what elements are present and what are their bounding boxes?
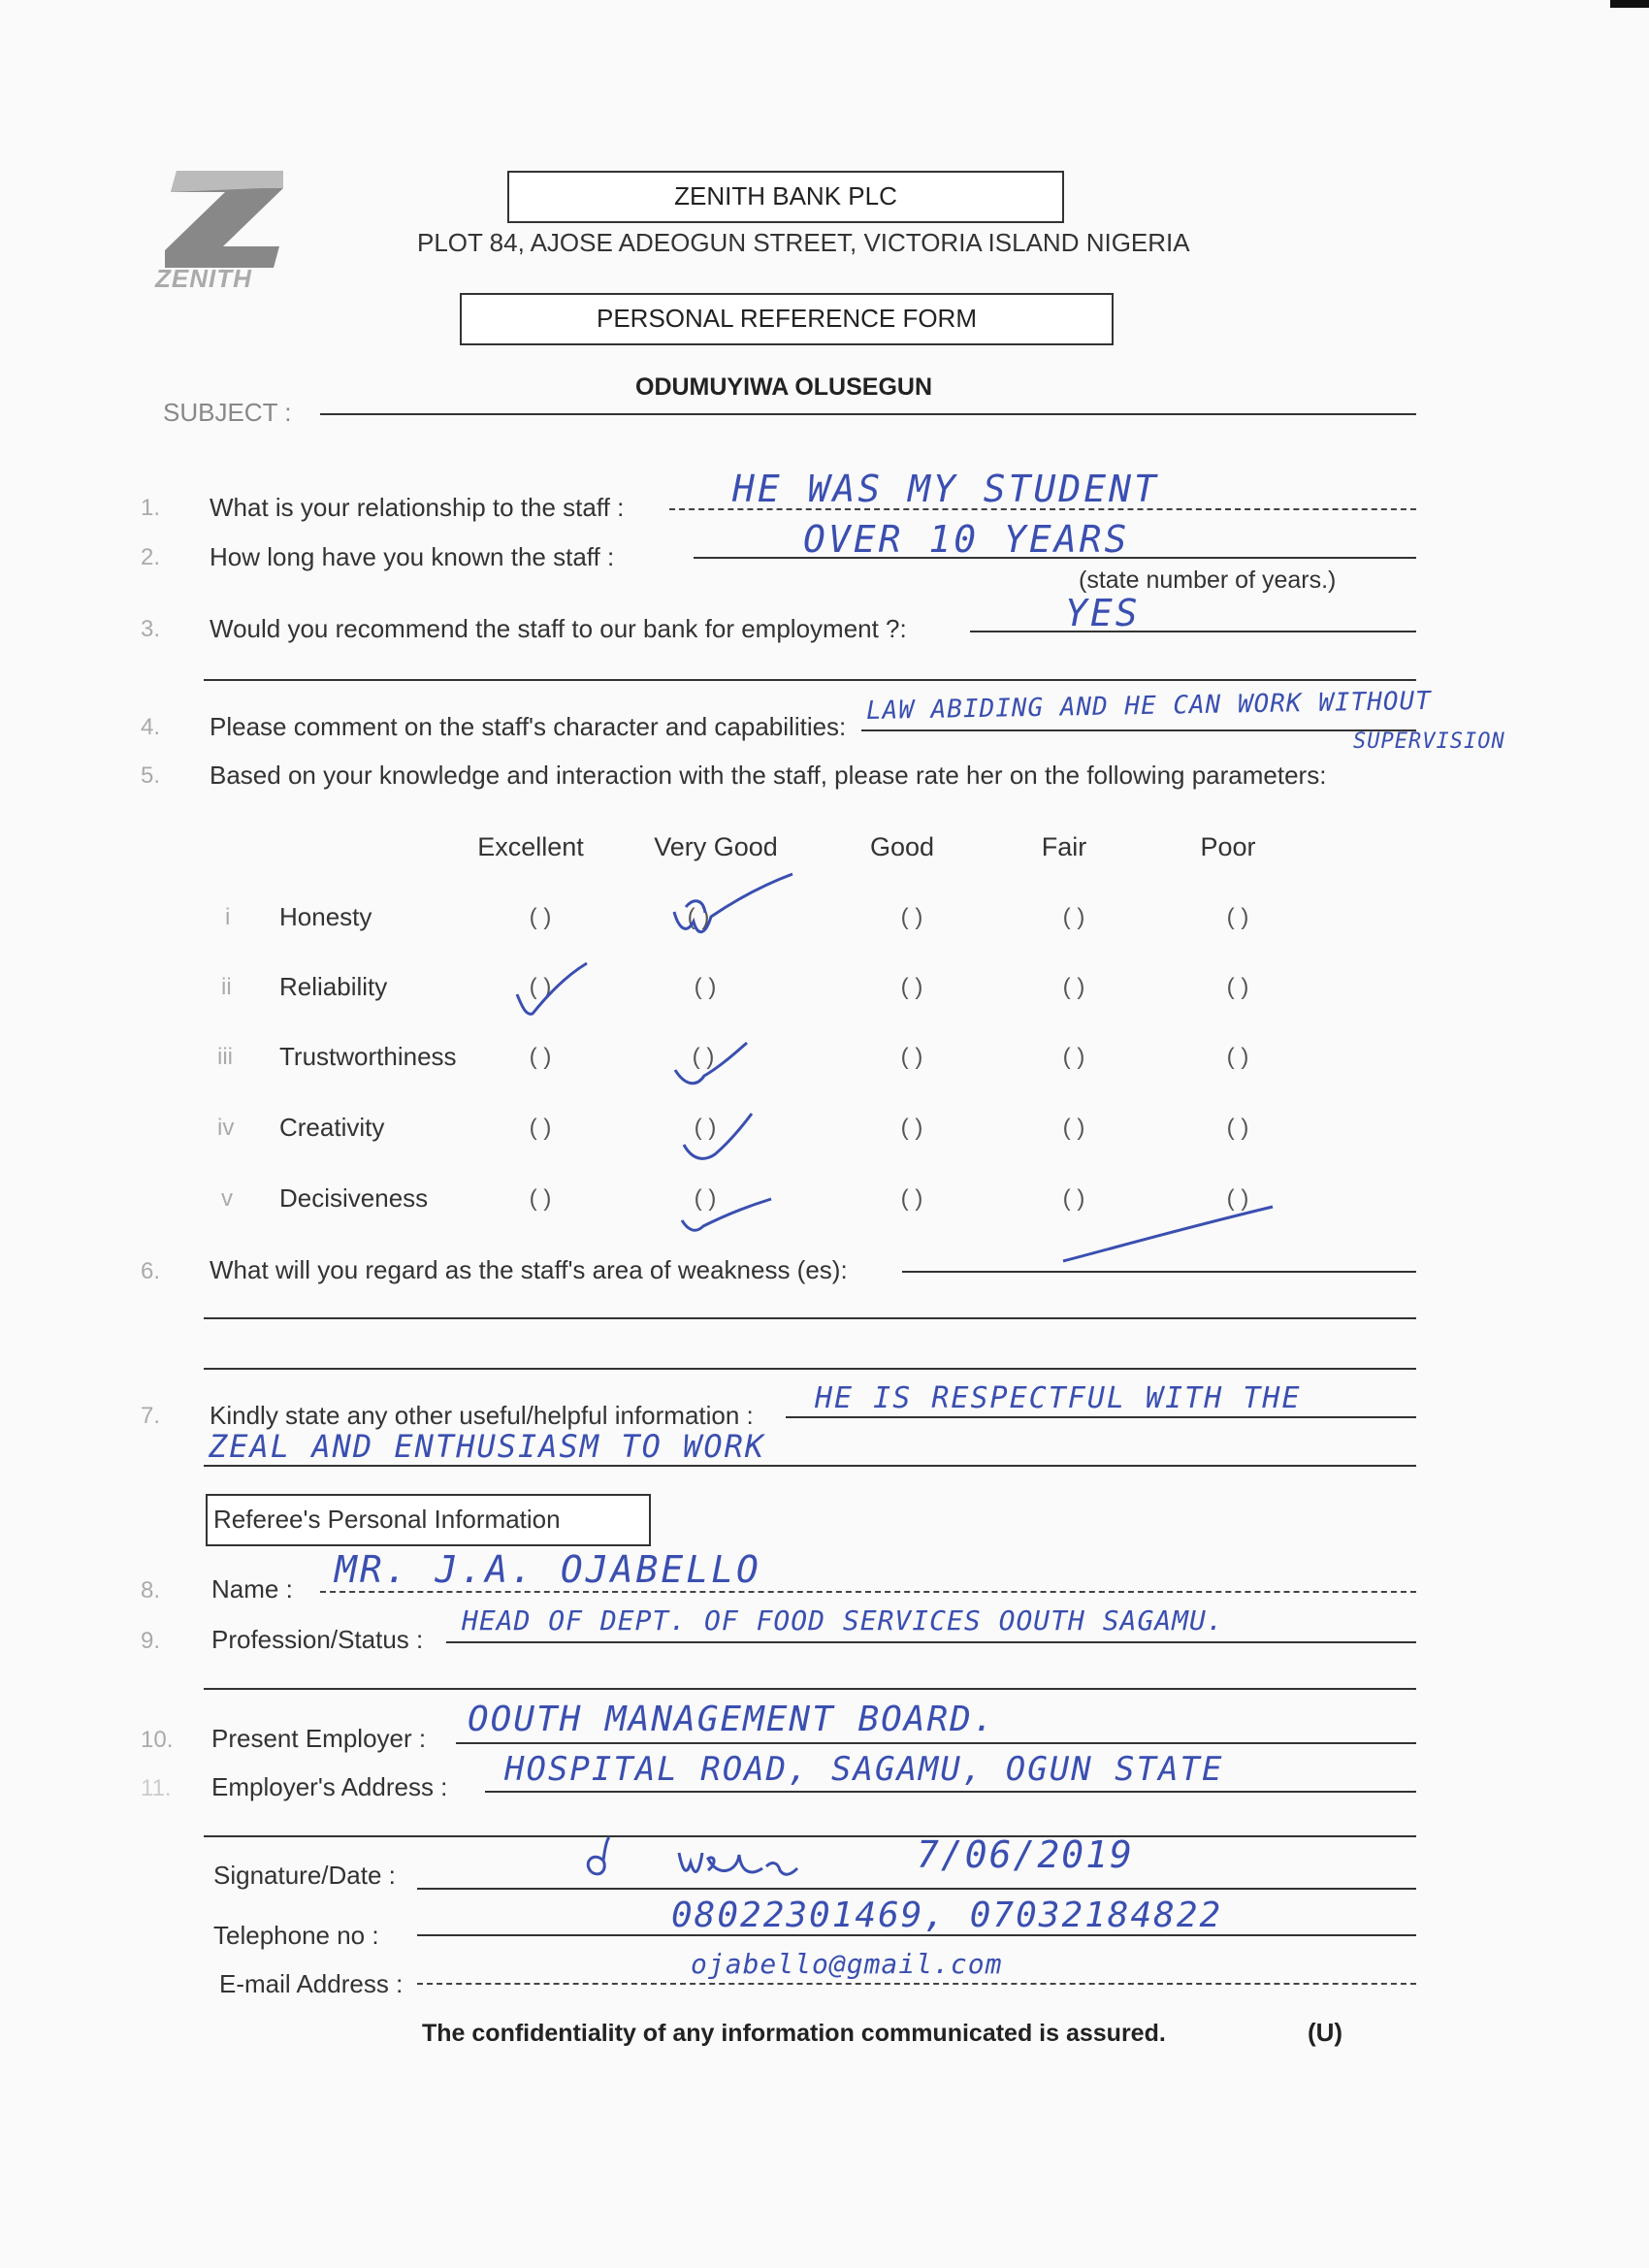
rating-option[interactable]: ( ) (692, 1044, 715, 1070)
subject-line (320, 413, 1416, 415)
form-code: (U) (1308, 2018, 1343, 2047)
q7-line-2 (204, 1465, 1416, 1467)
rating-option[interactable]: ( ) (694, 974, 717, 1000)
q6-line-3 (204, 1368, 1416, 1370)
q3-line (970, 631, 1416, 632)
rating-option[interactable]: ( ) (1062, 974, 1085, 1000)
q6-line-2 (204, 1317, 1416, 1319)
q4-answer: LAW ABIDING AND HE CAN WORK WITHOUT (865, 686, 1433, 726)
subject-label: SUBJECT : (163, 398, 292, 427)
rating-row-roman: iv (217, 1115, 235, 1141)
q4-number: 4. (141, 714, 161, 740)
q4-label: Please comment on the staff's character and capabilities: (210, 712, 847, 741)
q7-label: Kindly state any other useful/helpful information : (210, 1401, 754, 1430)
check-mark-icon (509, 956, 597, 1023)
rating-option[interactable]: ( ) (1062, 1185, 1085, 1212)
scan-mark (1610, 0, 1649, 8)
rating-row-roman: i (225, 904, 231, 930)
q3-label: Would you recommend the staff to our bank for employment ?: (210, 614, 907, 643)
q9-number: 9. (141, 1628, 161, 1654)
zenith-logo (155, 167, 291, 293)
form-title: PERSONAL REFERENCE FORM (597, 304, 977, 333)
q2-note: (state number of years.) (1079, 567, 1337, 594)
q7-answer: HE IS RESPECTFUL WITH THE (815, 1381, 1302, 1415)
q3-number: 3. (141, 616, 161, 642)
referee-section-box (206, 1494, 651, 1546)
q2-number: 2. (141, 544, 161, 570)
rating-option[interactable]: ( ) (529, 974, 552, 1000)
q7-answer-continued: ZEAL AND ENTHUSIASM TO WORK (209, 1428, 766, 1465)
q11-line (485, 1791, 1416, 1793)
rating-row-label-honesty: Honesty (279, 902, 372, 931)
q3-extra-line (204, 679, 1416, 681)
rating-option[interactable]: ( ) (1226, 974, 1249, 1000)
q6-number: 6. (141, 1258, 161, 1284)
rating-row-roman: v (221, 1185, 233, 1212)
telephone-value: 08022301469, 07032184822 (671, 1895, 1223, 1935)
strike-line-icon (1057, 1201, 1280, 1269)
rating-option[interactable]: ( ) (1226, 1185, 1249, 1212)
rating-option[interactable]: ( ) (900, 1115, 923, 1141)
rating-option[interactable]: ( ) (529, 904, 552, 930)
bank-address: PLOT 84, AJOSE ADEOGUN STREET, VICTORIA ISLAND NIGERIA (417, 228, 1190, 257)
q10-number: 10. (141, 1727, 174, 1753)
signature-line (417, 1888, 1416, 1890)
rating-row-roman: ii (221, 974, 232, 1000)
q9-line-2 (204, 1688, 1416, 1690)
referee-employer: OOUTH MANAGEMENT BOARD. (468, 1700, 996, 1739)
q1-answer: HE WAS MY STUDENT (732, 468, 1159, 510)
rating-row-label-trustworthiness: Trustworthiness (279, 1042, 457, 1071)
rating-option[interactable]: ( ) (900, 904, 923, 930)
check-mark-icon (664, 868, 800, 946)
q4-answer-continued: SUPERVISION (1353, 729, 1505, 754)
email-label: E-mail Address : (219, 1969, 404, 1998)
q8-line (320, 1591, 1416, 1593)
signature-label: Signature/Date : (213, 1861, 396, 1890)
rating-row-label-reliability: Reliability (279, 972, 388, 1001)
referee-section-title: Referee's Personal Information (213, 1505, 561, 1534)
bank-name: ZENITH BANK PLC (674, 181, 897, 211)
rating-option[interactable]: ( ) (1062, 1044, 1085, 1070)
q4-line (861, 729, 1416, 731)
email-value: ojabello@gmail.com (691, 1948, 1003, 1980)
subject-value: ODUMUYIWA OLUSEGUN (635, 373, 933, 401)
email-line (417, 1983, 1416, 1985)
rating-row-label-creativity: Creativity (279, 1113, 385, 1142)
signature-date: 7/06/2019 (917, 1833, 1134, 1876)
q5-number: 5. (141, 762, 161, 789)
rating-option[interactable]: ( ) (687, 904, 710, 930)
rating-option[interactable]: ( ) (694, 1115, 717, 1141)
telephone-label: Telephone no : (213, 1921, 379, 1950)
referee-profession: HEAD OF DEPT. OF FOOD SERVICES OOUTH SAGAMU. (462, 1604, 1224, 1636)
rating-option[interactable]: ( ) (900, 974, 923, 1000)
q6-line (902, 1271, 1416, 1273)
check-mark-icon (669, 1033, 757, 1091)
q11-label: Employer's Address : (211, 1772, 448, 1801)
q7-line (786, 1416, 1416, 1418)
rating-option[interactable]: ( ) (529, 1044, 552, 1070)
confidentiality-note: The confidentiality of any information communicated is assured. (422, 2020, 1166, 2047)
rating-option[interactable]: ( ) (1226, 904, 1249, 930)
rating-option[interactable]: ( ) (1226, 1044, 1249, 1070)
q8-number: 8. (141, 1577, 161, 1604)
rating-row-label-decisiveness: Decisiveness (279, 1183, 429, 1213)
rating-option[interactable]: ( ) (529, 1115, 552, 1141)
rating-option[interactable]: ( ) (900, 1044, 923, 1070)
q5-label: Based on your knowledge and interaction with the staff, please rate her on the following parameters: (210, 761, 1327, 790)
rating-col-very-good: Very Good (654, 832, 778, 861)
rating-option[interactable]: ( ) (694, 1185, 717, 1212)
form-title-box (460, 293, 1114, 345)
referee-employer-address: HOSPITAL ROAD, SAGAMU, OGUN STATE (504, 1750, 1224, 1789)
q9-line (446, 1641, 1416, 1643)
handwritten-signature (572, 1833, 863, 1892)
q8-label: Name : (211, 1574, 293, 1604)
q2-label: How long have you known the staff : (210, 542, 615, 571)
bank-name-box (507, 171, 1064, 223)
q9-label: Profession/Status : (211, 1625, 424, 1654)
q10-line (456, 1742, 1416, 1744)
q10-label: Present Employer : (211, 1724, 427, 1753)
rating-col-fair: Fair (1041, 832, 1087, 861)
rating-option[interactable]: ( ) (900, 1185, 923, 1212)
zenith-logo-mark (155, 167, 291, 274)
rating-row-roman: iii (217, 1044, 233, 1070)
rating-option[interactable]: ( ) (1226, 1115, 1249, 1141)
q3-answer: YES (1065, 592, 1141, 634)
rating-option[interactable]: ( ) (1062, 904, 1085, 930)
q11-number: 11. (141, 1775, 172, 1801)
zenith-logo-text: ZENITH (155, 264, 252, 293)
rating-col-excellent: Excellent (477, 832, 584, 861)
rating-col-good: Good (869, 832, 935, 861)
rating-col-poor: Poor (1200, 832, 1256, 861)
rating-option[interactable]: ( ) (1062, 1115, 1085, 1141)
rating-option[interactable]: ( ) (529, 1185, 552, 1212)
referee-name: MR. J.A. OJABELLO (335, 1548, 761, 1591)
check-mark-icon (674, 1106, 761, 1174)
q6-label: What will you regard as the staff's area of weakness (es): (210, 1255, 848, 1284)
q1-number: 1. (141, 495, 161, 521)
q1-label: What is your relationship to the staff : (210, 493, 625, 522)
check-mark-icon (674, 1185, 781, 1244)
q7-number: 7. (141, 1403, 161, 1429)
q2-answer: OVER 10 YEARS (803, 518, 1130, 561)
